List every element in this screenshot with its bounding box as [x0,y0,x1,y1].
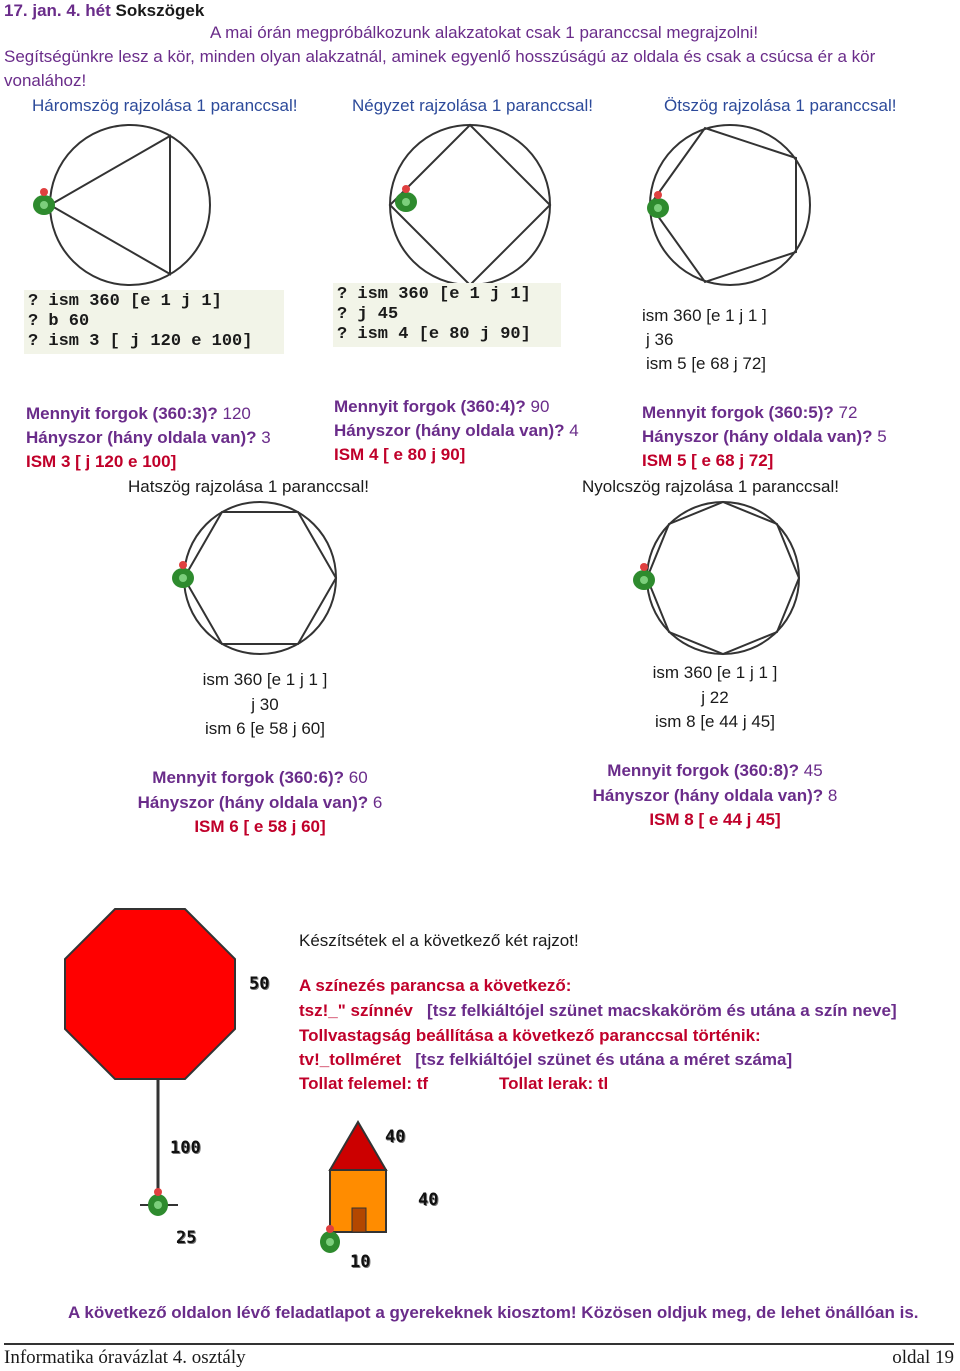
hexagon-drawing [165,500,355,660]
pen-down: Tollat lerak: tl [499,1074,609,1093]
page-number: oldal 19 [892,1347,954,1368]
stop-bottom-label: 25 [176,1228,197,1248]
turtle-icon [148,1188,168,1216]
command: ISM 6 [ e 58 j 60] [194,817,326,836]
pen-up: Tollat felemel: tf [299,1074,429,1093]
octagon-answers [555,759,875,833]
q1-answer: 120 [222,404,251,423]
code-line: j 22 [701,687,729,707]
closing-note: A következő oldalon lévő feladatlapot a gyerekeknek kiosztom! Közösen oldjuk meg, de lehet önállóan is. [68,1303,919,1322]
hint-line-1: Segítségünkre lesz a kör, minden olyan alakzatnál, aminek egyenlő hosszúságú az oldala és csak a csúcsa ér a kör [4,47,876,66]
q1-label: Mennyit forgok (360:5)? [642,403,834,422]
hint-line-2: vonalához! [4,71,87,90]
command: ISM 8 [ e 44 j 45] [649,810,781,829]
house-bottom-label: 10 [350,1252,371,1272]
q1-label: Mennyit forgok (360:8)? [607,761,800,780]
pen-title: Tollvastagság beállítása a következő paranccsal történik: [299,1026,761,1045]
square-title: Négyzet rajzolása 1 paranccsal! [352,96,593,115]
code-line: j 30 [251,694,279,714]
pentagon-title: Ötszög rajzolása 1 paranccsal! [664,96,897,115]
triangle-code [24,290,284,354]
q2-answer: 5 [877,427,887,446]
house-roof-label: 40 [385,1127,406,1147]
triangle-title: Háromszög rajzolása 1 paranccsal! [32,96,298,115]
q1-label: Mennyit forgok (360:4)? [334,397,526,416]
stop-sign-drawing [60,905,250,1235]
pentagon-answers [642,401,887,473]
q1-label: Mennyit forgok (360:6)? [152,768,345,787]
q1-answer: 90 [530,397,550,416]
command: ISM 5 [ e 68 j 72] [642,451,774,470]
command: ISM 3 [ j 120 e 100] [26,452,177,471]
color-explanation: [tsz felkiáltójel szünet macskaköröm és utána a szín neve] [427,1001,897,1020]
code-line: ? ism 3 [ j 120 e 100] [28,332,253,351]
q2-answer: 8 [827,785,838,805]
pen-command: tv!_tollméret [299,1050,402,1069]
turtle-icon [395,185,417,212]
octagon-drawing [628,500,818,660]
code-line: ism 360 [e 1 j 1 ] [642,306,767,325]
q2-answer: 3 [261,428,271,447]
stop-pole-label: 100 [170,1138,201,1158]
code-line: ? j 45 [337,305,399,324]
code-line: ism 360 [e 1 j 1 ] [652,663,778,682]
q2-label: Hányszor (hány oldala van)? [334,421,565,440]
pentagon-drawing [640,120,840,290]
lesson-goal: A mai órán megpróbálkozunk alakzatokat csak 1 paranccsal megrajzolni! [210,23,759,42]
q1-answer: 45 [803,761,823,780]
q1-answer: 72 [838,403,858,422]
q2-label: Hányszor (hány oldala van)? [642,427,873,446]
stop-side-label: 50 [249,974,270,994]
code-line: ? ism 4 [e 80 j 90] [337,325,531,344]
hexagon-title: Hatszög rajzolása 1 paranccsal! [128,477,369,496]
lesson-topic: Sokszögek [115,1,205,20]
q2-label: Hányszor (hány oldala van)? [26,428,257,447]
square-answers [334,395,579,467]
lesson-date: 17. jan. 4. hét [4,1,111,20]
code-line: ism 8 [e 44 j 45] [654,712,775,731]
lesson-header [4,0,204,22]
q1-answer: 60 [348,768,368,787]
house-wall-label: 40 [418,1190,439,1210]
code-line: ? b 60 [28,312,90,331]
footer-title: Informatika óravázlat 4. osztály [4,1347,246,1368]
pen-command-line [299,1049,792,1071]
code-line: ? ism 360 [e 1 j 1] [337,285,531,304]
code-line: ism 360 [e 1 j 1 ] [202,670,328,689]
task-intro: Készítsétek el a következő két rajzot! [299,931,579,950]
square-code [333,283,561,347]
q2-answer: 6 [372,792,383,812]
code-line: ? ism 360 [e 1 j 1] [28,292,222,311]
q2-label: Hányszor (hány oldala van)? [592,785,824,805]
q2-label: Hányszor (hány oldala van)? [137,792,369,812]
triangle-drawing [30,120,230,290]
command: ISM 4 [ e 80 j 90] [334,445,466,464]
code-line: j 36 [646,330,674,349]
q2-answer: 4 [569,421,579,440]
color-command: tsz!_" színnév [299,1001,413,1020]
hexagon-code [140,668,390,742]
triangle-answers [26,402,271,474]
code-line: ism 6 [e 58 j 60] [204,719,325,738]
hexagon-answers [100,766,420,840]
square-drawing [360,120,570,290]
page-footer [4,1343,954,1371]
color-command-line [299,1000,897,1022]
code-line: ism 5 [e 68 j 72] [646,354,767,373]
q1-label: Mennyit forgok (360:3)? [26,404,218,423]
octagon-code [590,661,840,735]
pentagon-code [642,304,767,376]
color-title: A színezés parancsa a következő: [299,976,572,995]
pen-explanation: [tsz felkiáltójel szünet és utána a méret száma] [415,1050,793,1069]
octagon-title: Nyolcszög rajzolása 1 paranccsal! [582,477,840,496]
